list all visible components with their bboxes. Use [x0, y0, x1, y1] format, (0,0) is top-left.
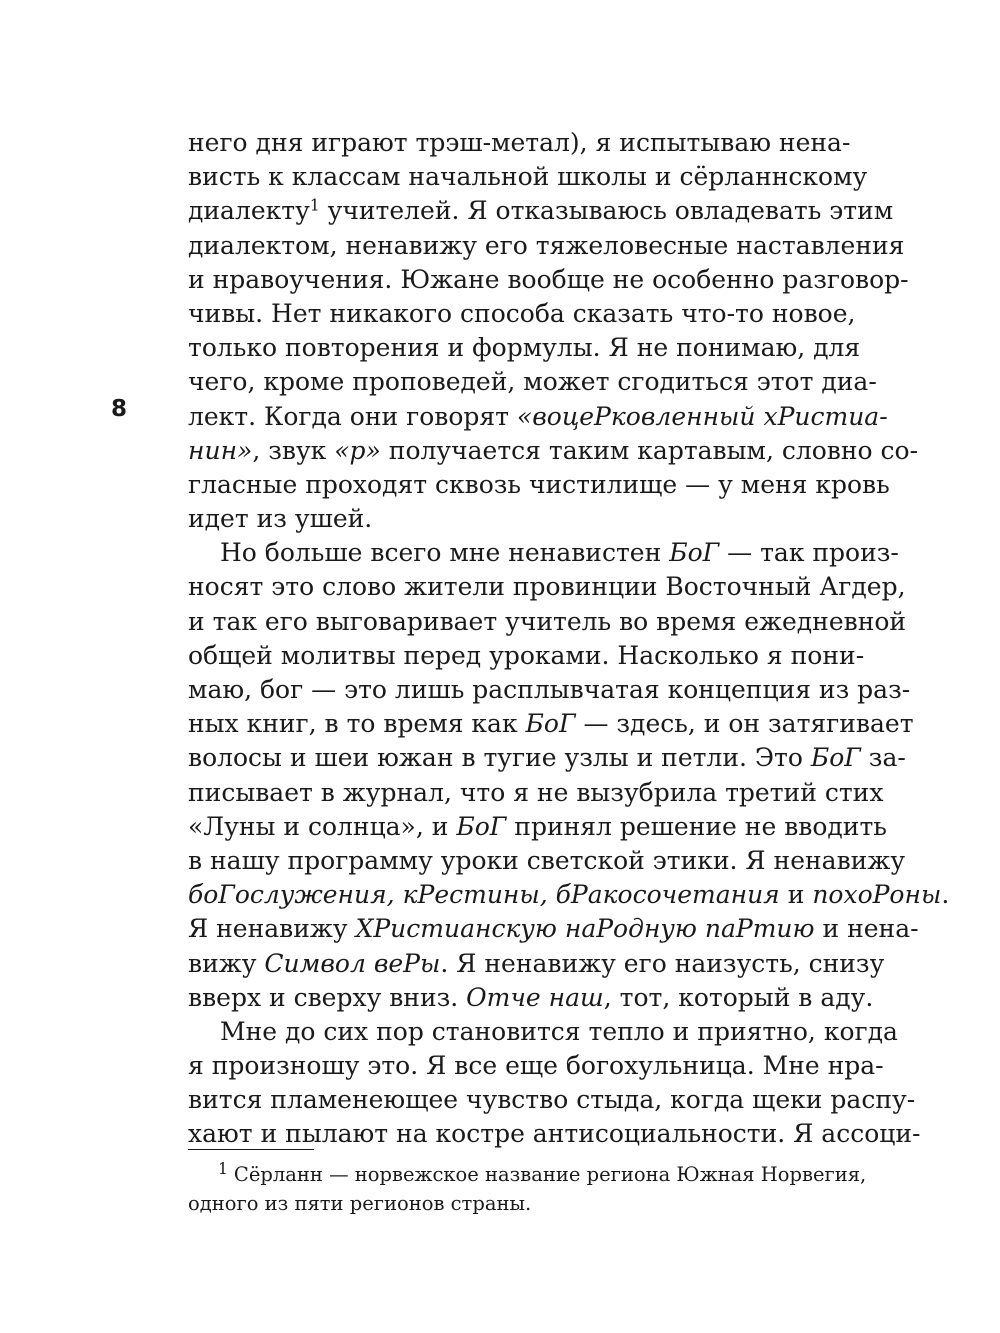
text-line: боГослужения, кРестины, бРакосочетания и похоРоны. — [188, 880, 950, 910]
text-line: него дня играют трэш-метал), я испытываю нена- — [188, 128, 851, 157]
text-line: ных книг, в то время как БоГ — здесь, и он затягивает — [188, 709, 914, 739]
paragraph-start: Мне до сих пор становится тепло и приятно, когда — [220, 1016, 898, 1046]
text-line: и нравоучения. Южане вообще не особенно разговор- — [188, 264, 909, 294]
text-line: идет из ушей. — [188, 504, 373, 534]
text-line: волосы и шеи южан в тугие узлы и петли. Это БоГ за- — [188, 743, 906, 773]
footnote-line: одного из пяти регионов страны. — [188, 1191, 532, 1215]
text-line: лект. Когда они говорят «воцеРковленный хРистиа- — [188, 401, 888, 431]
text-line: и так его выговаривает учитель во время ежедневной — [188, 606, 907, 636]
text-line: вверх и сверху вниз. Отче наш, тот, который в аду. — [188, 982, 874, 1012]
footnotes — [188, 1159, 867, 1218]
text-line: Я ненавижу ХРистианскую наРодную паРтию и нена- — [188, 914, 919, 944]
text-line: вижу Символ веРы. Я ненавижу его наизусть, снизу — [188, 948, 885, 978]
footnote-reference[interactable]: 1 — [309, 196, 320, 215]
text-line: нин», звук «р» получается таким картавым, словно со- — [188, 435, 919, 465]
text-line: хают и пылают на костре антисоциальности. Я ассоци- — [188, 1119, 921, 1149]
text-line: чивы. Нет никакого способа сказать что-то новое, — [188, 298, 856, 328]
text-line: гласные проходят сквозь чистилище — у меня кровь — [188, 469, 890, 499]
footnote-mark: 1 — [218, 1159, 228, 1178]
main-text — [188, 126, 950, 1152]
text-line: я произношу это. Я все еще богохульница. Мне нра- — [188, 1051, 884, 1081]
footnote-divider — [188, 1149, 314, 1150]
text-line: чего, кроме проповедей, может сгодиться этот диа- — [188, 367, 877, 397]
page-number: 8 — [111, 396, 128, 422]
text-line: висть к классам начальной школы и сёрланнскому — [188, 162, 868, 192]
text-line: писывает в журнал, что я не вызубрила третий стих — [188, 777, 884, 807]
footnote-line: $^1$ Сёрланн — норвежское название региона Южная Норвегия, — [218, 1159, 867, 1186]
text-line: в нашу программу уроки светской этики. Я ненавижу — [188, 845, 906, 875]
paragraph-start: Но больше всего мне ненавистен БоГ — так произ- — [220, 538, 899, 568]
text-line: диалектом, ненавижу его тяжеловесные наставления — [188, 230, 905, 260]
text-line: «Луны и солнца», и БоГ принял решение не вводить — [188, 811, 887, 841]
text-line: маю, бог — это лишь расплывчатая концепция из раз- — [188, 675, 911, 704]
text-line: только повторения и формулы. Я не понимаю, для — [188, 333, 861, 363]
text-line: носят это слово жители провинции Восточный Агдер, — [188, 572, 906, 602]
text-line: диалекту$^1$ учителей. Я отказываюсь овладевать этим — [188, 196, 894, 226]
text-line: общей молитвы перед уроками. Насколько я пони- — [188, 640, 865, 670]
text-line: вится пламенеющее чувство стыда, когда щеки распу- — [188, 1085, 916, 1115]
